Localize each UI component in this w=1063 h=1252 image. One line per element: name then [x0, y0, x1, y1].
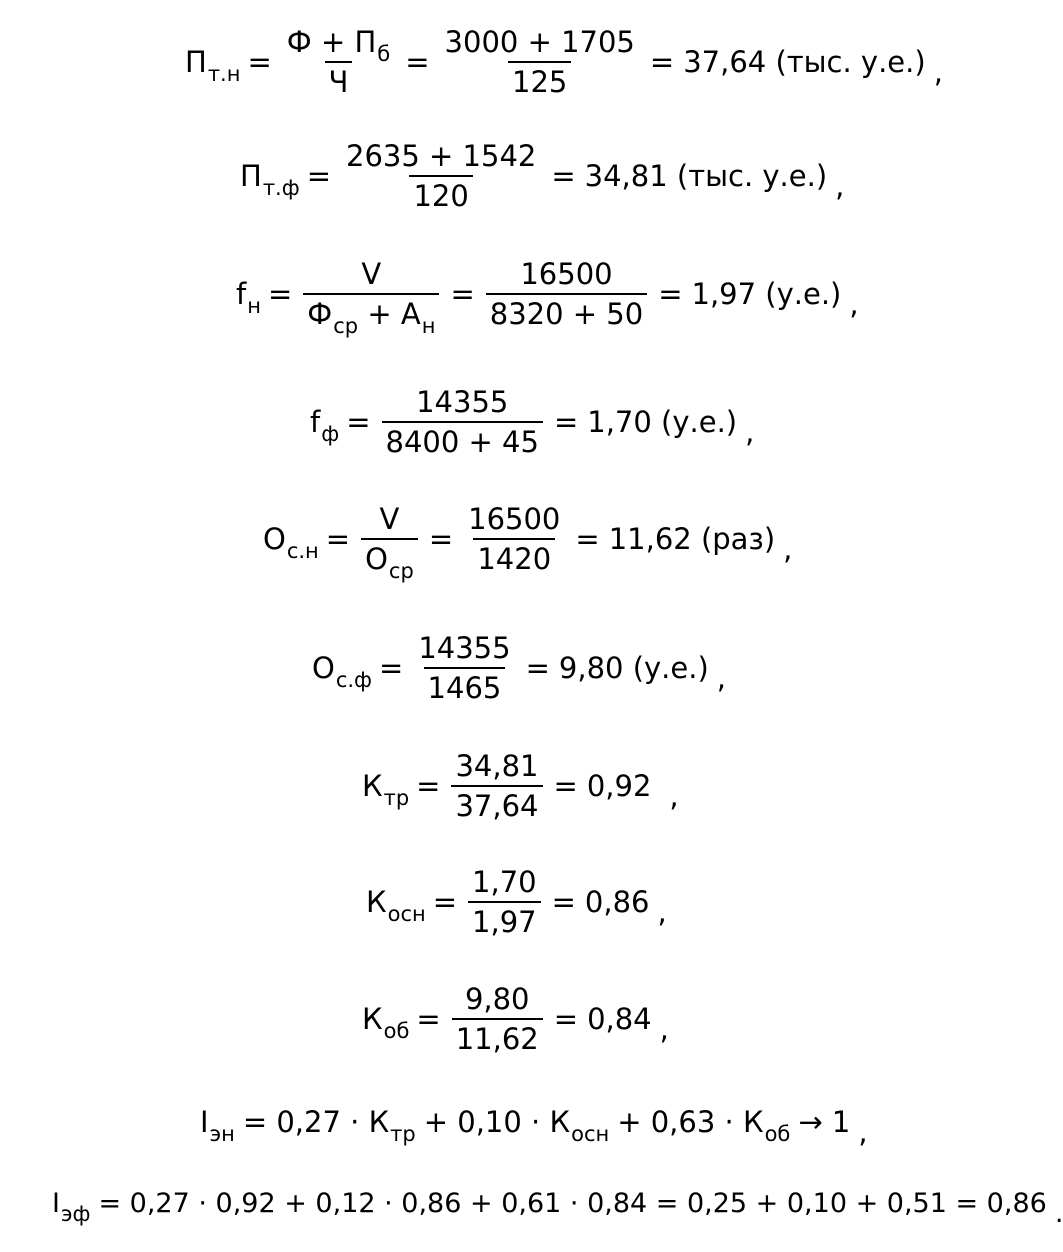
equation-k-ob: К об = $\frac{9,80}{11,62}$ = 0,84 ,: [362, 982, 669, 1056]
fraction: $\frac{2635 + 1542}{120}$: [346, 139, 537, 213]
fraction: Ф + П б Ч: [286, 25, 391, 99]
fraction: $\frac{14355}{1465}$: [418, 631, 511, 705]
fraction: $\frac{9,80}{11,62}$: [452, 985, 543, 1054]
fraction: $\frac{34,81}{37,64}$: [451, 752, 542, 821]
result-value: 0,86: [584, 885, 650, 919]
equation-k-osn: К осн = $\frac{1,70}{1,97}$ = 0,86 ,: [366, 865, 667, 939]
equation-turnover-norm: О с.н = V О ср = $\frac{16500}{1420}$ = 11,62 (раз) ,: [263, 502, 793, 583]
lhs-symbol: П: [185, 45, 207, 79]
fraction: $\frac{3000 + 1705}{125}$: [444, 25, 635, 99]
equation-productivity-norm: П т.н = Ф + П б Ч = $\frac{3000 + 1705}{125}$ = 37,64 (тыс. у.е.) ,: [185, 25, 943, 99]
fraction: V О ср: [361, 505, 418, 574]
fraction: $\frac{1,70}{1,97}$: [468, 868, 541, 937]
equation-asset-return-norm: f н = V Ф ср + А н = $\frac{16500}{8320 + 50}$ = 1,97 (у.е.) ,: [236, 257, 859, 338]
fraction: $\frac{16500}{1420}$: [468, 502, 561, 576]
equation-k-tr: К тр = $\frac{34,81}{37,64}$ = 0,92 ,: [362, 749, 679, 823]
result-value: 34,81 (тыс. у.е.): [584, 159, 828, 193]
result-value: 11,62 (раз): [608, 522, 776, 556]
fraction: $\frac{14355}{8400 + 45}$: [382, 388, 543, 457]
fraction: $\frac{16500}{8320 + 50}$: [486, 260, 647, 329]
equation-asset-return-fact: f ф = $\frac{14355}{8400 + 45}$ = 1,70 (у.е.) ,: [310, 385, 755, 459]
equation-productivity-fact: П т.ф = $\frac{2635 + 1542}{120}$ = 34,81 (тыс. у.е.) ,: [240, 139, 845, 213]
fraction: V Ф ср + А н: [303, 260, 439, 329]
result-value: 0,84: [587, 1002, 652, 1036]
result-value: 1,70 (у.е.): [587, 405, 738, 439]
result-value: 0,92: [586, 769, 652, 803]
equation-turnover-fact: О с.ф = $\frac{14355}{1465}$ = 9,80 (у.е.) ,: [312, 631, 726, 705]
result-value: 1,97 (у.е.): [691, 277, 842, 311]
equation-integral-fact: I эф = 0,27 · 0,92 + 0,12 · 0,86 + 0,61 · 0,84 = 0,25 + 0,10 + 0,51 = 0,86 .: [52, 1188, 1063, 1229]
result-value: 9,80 (у.е.): [558, 651, 709, 685]
result-value: 37,64 (тыс. у.е.): [683, 45, 926, 79]
equation-integral-norm: I эн = 0,27 · К тр + 0,10 · К осн + 0,63 · К об → 1 ,: [200, 1105, 868, 1149]
